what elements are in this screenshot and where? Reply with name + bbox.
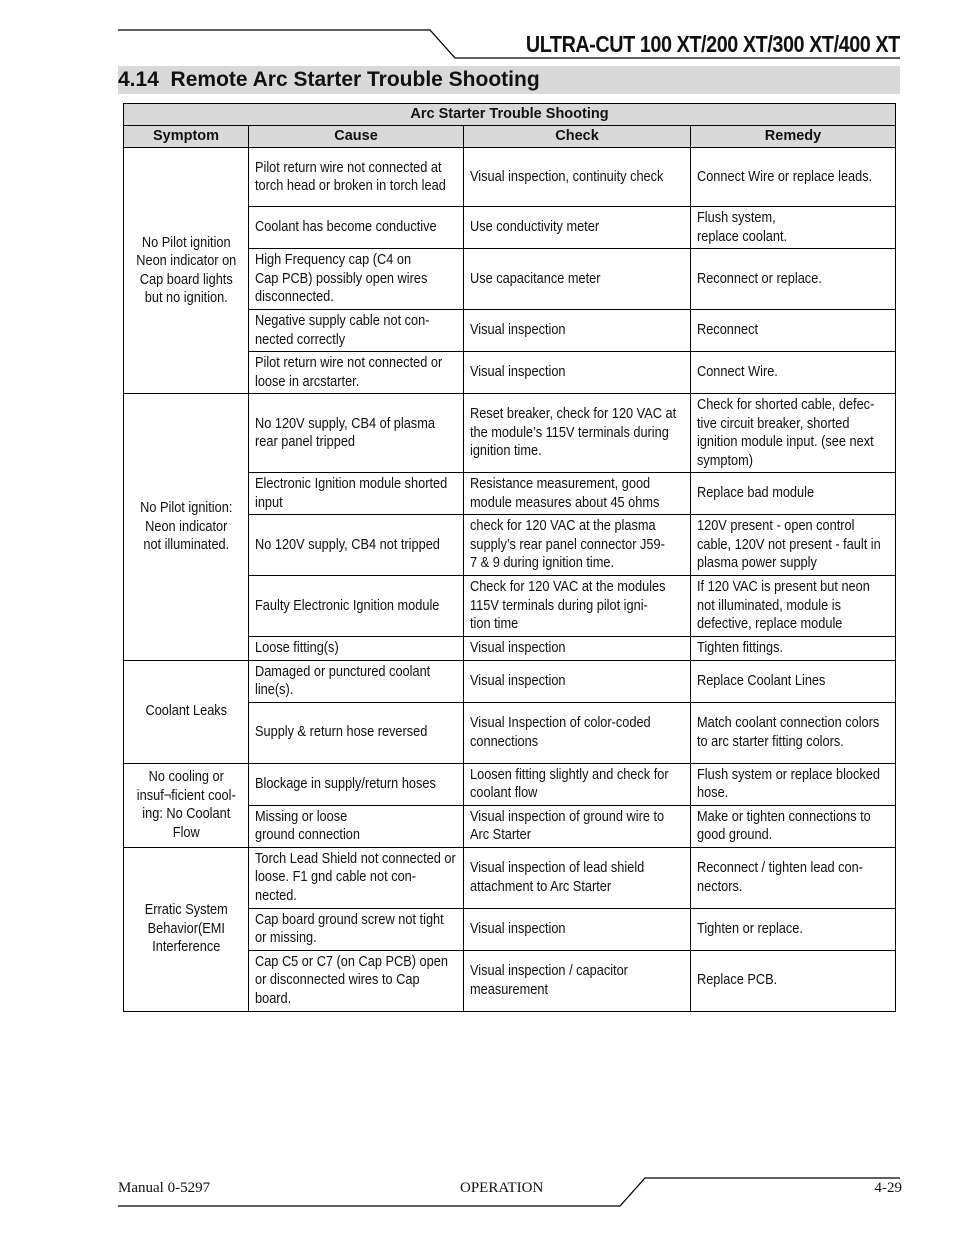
check-cell: Visual inspection of ground wire to Arc Starter [464,805,691,847]
check-cell: Visual inspection [464,352,691,394]
check-cell: Visual Inspection of color-coded connections [464,702,691,763]
cause-cell: Torch Lead Shield not connected or loose. F1 gnd cable not con- nected. [249,847,464,908]
column-header-cause: Cause [249,126,464,148]
check-cell: Visual inspection / capacitor measurement [464,950,691,1011]
cause-cell: Supply & return hose reversed [249,702,464,763]
remedy-cell: Connect Wire. [691,352,896,394]
table-row [124,660,896,702]
cause-cell: Damaged or punctured coolant line(s). [249,660,464,702]
cause-cell: No 120V supply, CB4 of plasma rear panel tripped [249,394,464,473]
footer-chapter: OPERATION [460,1180,544,1196]
table-row [124,394,896,473]
remedy-cell: Reconnect / tighten lead con- nectors. [691,847,896,908]
table-caption: Arc Starter Trouble Shooting [124,104,896,126]
cause-cell: Cap C5 or C7 (on Cap PCB) open or disconnected wires to Cap board. [249,950,464,1011]
cause-cell: Missing or loose ground connection [249,805,464,847]
cause-cell: No 120V supply, CB4 not tripped [249,515,464,576]
remedy-cell: If 120 VAC is present but neon not illuminated, module is defective, replace module [691,576,896,637]
remedy-cell: Replace bad module [691,473,896,515]
column-header-remedy: Remedy [691,126,896,148]
cause-cell: Loose fitting(s) [249,637,464,661]
table-caption-row [124,104,896,126]
cause-cell: Negative supply cable not con- nected correctly [249,310,464,352]
cause-cell: Faulty Electronic Ignition module [249,576,464,637]
document-title: ULTRA-CUT 100 XT/200 XT/300 XT/400 XT [526,31,900,57]
cause-cell: Pilot return wire not connected at torch head or broken in torch lead [249,148,464,207]
cause-cell: High Frequency cap (C4 on Cap PCB) possibly open wires disconnected. [249,249,464,310]
symptom-cell: Coolant Leaks [124,660,249,763]
cause-cell: Blockage in supply/return hoses [249,763,464,805]
table-row [124,763,896,805]
remedy-cell: Match coolant connection colors to arc starter fitting colors. [691,702,896,763]
check-cell: Use capacitance meter [464,249,691,310]
check-cell: Visual inspection [464,908,691,950]
check-cell: Loosen fitting slightly and check for coolant flow [464,763,691,805]
remedy-cell: Tighten fittings. [691,637,896,661]
check-cell: Check for 120 VAC at the modules 115V terminals during pilot igni- tion time [464,576,691,637]
check-cell: Visual inspection of lead shield attachment to Arc Starter [464,847,691,908]
table-row [124,148,896,207]
footer-manual-number: Manual 0-5297 [118,1180,211,1196]
footer-page-number: 4-29 [874,1180,902,1196]
remedy-cell: Replace Coolant Lines [691,660,896,702]
remedy-cell: Reconnect or replace. [691,249,896,310]
cause-cell: Coolant has become conductive [249,207,464,249]
section-title: Remote Arc Starter Trouble Shooting [170,68,540,91]
symptom-cell: No Pilot ignition: Neon indicator not illuminated. [124,394,249,661]
table-header-row [124,126,896,148]
section-number: 4.14 [118,68,159,91]
symptom-cell: No Pilot ignition Neon indicator on Cap board lights but no ignition. [124,148,249,394]
remedy-cell: Check for shorted cable, defec- tive circuit breaker, shorted ignition module input. (see next symptom) [691,394,896,473]
table-row [124,847,896,908]
column-header-check: Check [464,126,691,148]
check-cell: Visual inspection [464,310,691,352]
symptom-cell: Erratic System Behavior(EMI Interference [124,847,249,1011]
check-cell: Use conductivity meter [464,207,691,249]
symptom-cell: No cooling or insuf¬ficient cool- ing: No Coolant Flow [124,763,249,847]
check-cell: Visual inspection [464,660,691,702]
check-cell: Reset breaker, check for 120 VAC at the module’s 115V terminals during ignition time. [464,394,691,473]
remedy-cell: Flush system, replace coolant. [691,207,896,249]
check-cell: Visual inspection [464,637,691,661]
remedy-cell: Make or tighten connections to good ground. [691,805,896,847]
remedy-cell: Reconnect [691,310,896,352]
remedy-cell: Connect Wire or replace leads. [691,148,896,207]
remedy-cell: 120V present - open control cable, 120V not present - fault in plasma power supply [691,515,896,576]
check-cell: Visual inspection, continuity check [464,148,691,207]
column-header-symptom: Symptom [124,126,249,148]
cause-cell: Cap board ground screw not tight or missing. [249,908,464,950]
remedy-cell: Tighten or replace. [691,908,896,950]
remedy-cell: Replace PCB. [691,950,896,1011]
trouble-shooting-table [123,103,896,1012]
remedy-cell: Flush system or replace blocked hose. [691,763,896,805]
cause-cell: Pilot return wire not connected or loose in arcstarter. [249,352,464,394]
section-heading [118,66,540,94]
cause-cell: Electronic Ignition module shorted input [249,473,464,515]
check-cell: check for 120 VAC at the plasma supply’s rear panel connector J59- 7 & 9 during ignition time. [464,515,691,576]
check-cell: Resistance measurement, good module measures about 45 ohms [464,473,691,515]
